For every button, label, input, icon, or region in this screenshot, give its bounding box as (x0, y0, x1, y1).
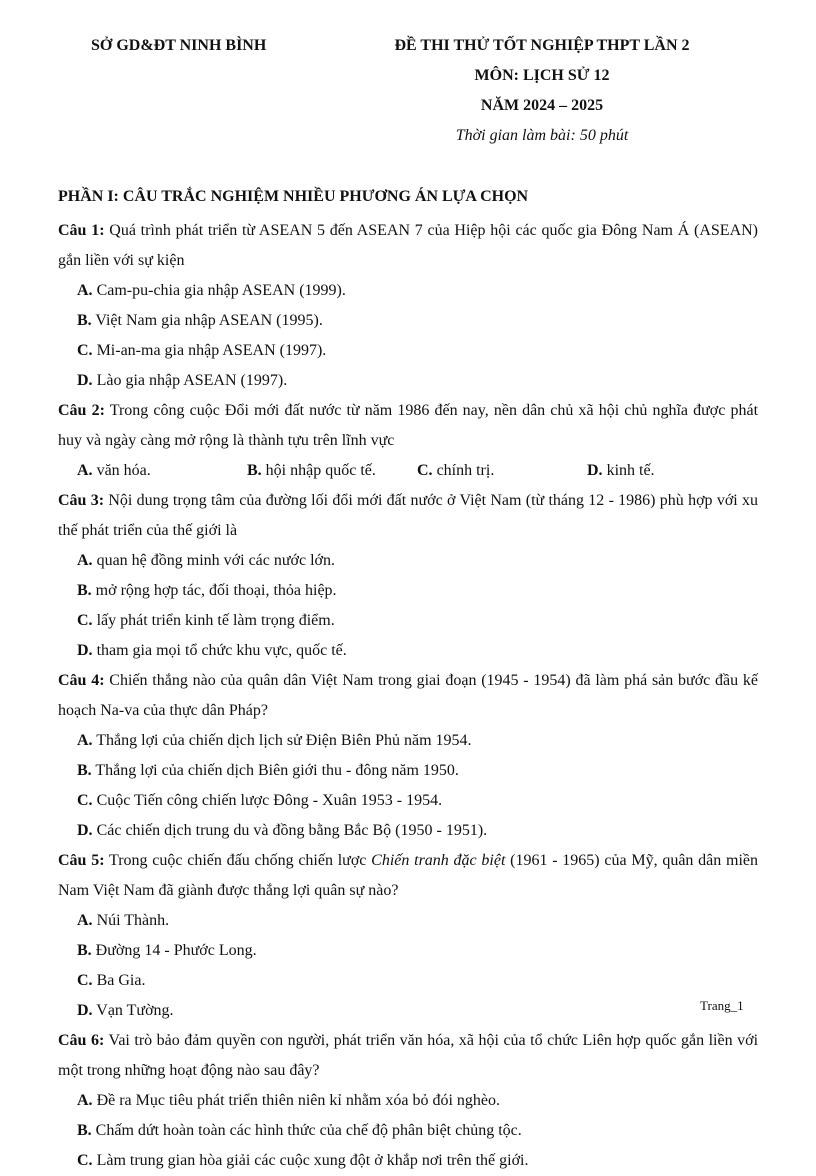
option-letter: A. (77, 282, 93, 299)
option-text: Núi Thành. (92, 912, 170, 929)
question-4-stem (58, 666, 758, 726)
page-number: Trang_1 (700, 998, 744, 1013)
option-text: văn hóa. (92, 462, 151, 479)
option-d (77, 996, 418, 1026)
question-label: Câu 6: (58, 1032, 105, 1049)
question-label: Câu 2: (58, 402, 105, 419)
option-text: quan hệ đồng minh với các nước lớn. (92, 552, 336, 569)
question-text: Quá trình phát triển từ ASEAN 5 đến ASEAN 7 của Hiệp hội các quốc gia Đông Nam Á (ASEAN) gắn liền với sự kiện (58, 222, 759, 269)
option-letter: C. (417, 462, 433, 479)
option-text: Cam-pu-chia gia nhập ASEAN (1999). (92, 282, 346, 299)
option-d (587, 456, 757, 486)
question-1 (58, 216, 758, 396)
option-text: tham gia mọi tổ chức khu vực, quốc tế. (92, 642, 347, 659)
answer-options (58, 546, 758, 666)
option-a (77, 546, 418, 576)
option-letter: A. (77, 552, 93, 569)
question-5-stem (58, 846, 758, 906)
question-6 (58, 1026, 758, 1176)
option-letter: C. (77, 972, 93, 989)
exam-title: ĐỀ THI THỬ TỐT NGHIỆP THPT LẦN 2 (394, 37, 690, 54)
option-text: Lào gia nhập ASEAN (1997). (92, 372, 288, 389)
option-text: kinh tế. (602, 462, 655, 479)
question-1-stem (58, 216, 758, 276)
option-letter: A. (77, 1092, 93, 1109)
option-letter: C. (77, 792, 93, 809)
question-text: Chiến thắng nào của quân dân Việt Nam trong giai đoạn (1945 - 1954) đã làm phá sản bước đầu kế hoạch Na-va của thực dân Pháp? (58, 672, 759, 719)
answer-options (58, 1086, 758, 1176)
option-c (417, 456, 587, 486)
question-5 (58, 846, 758, 1026)
option-a (77, 726, 758, 756)
option-letter: D. (77, 372, 93, 389)
option-text: Đường 14 - Phước Long. (91, 942, 257, 959)
question-text-italic: Chiến tranh đặc biệt (371, 852, 506, 869)
question-2-stem (58, 396, 758, 456)
answer-options (58, 456, 758, 486)
agency-name: SỞ GD&ĐT NINH BÌNH (91, 37, 267, 54)
option-letter: B. (77, 942, 92, 959)
option-b (247, 456, 417, 486)
question-label: Câu 1: (58, 222, 105, 239)
question-label: Câu 3: (58, 492, 105, 509)
option-letter: D. (77, 822, 93, 839)
answer-options (58, 906, 758, 1026)
section-title: PHẦN I: CÂU TRẮC NGHIỆM NHIỀU PHƯƠNG ÁN LỰA CHỌN (58, 188, 529, 205)
option-text: Thắng lợi của chiến dịch Biên giới thu - đông năm 1950. (91, 762, 459, 779)
subject-title: MÔN: LỊCH SỬ 12 (474, 67, 610, 84)
option-text: Thắng lợi của chiến dịch lịch sử Điện Biên Phủ năm 1954. (92, 732, 472, 749)
option-b (77, 576, 418, 606)
option-d (77, 636, 418, 666)
answer-options (58, 726, 758, 846)
option-letter: C. (77, 342, 93, 359)
option-letter: C. (77, 1152, 93, 1169)
option-c (77, 606, 418, 636)
option-text: mở rộng hợp tác, đối thoại, thỏa hiệp. (91, 582, 337, 599)
option-letter: C. (77, 612, 93, 629)
option-a (77, 456, 247, 486)
option-b (77, 1116, 758, 1146)
option-b (77, 756, 758, 786)
option-text: lấy phát triển kinh tế làm trọng điểm. (92, 612, 335, 629)
question-text: Trong cuộc chiến đấu chống chiến lược (104, 852, 372, 869)
option-d (77, 366, 418, 396)
option-text: Đề ra Mục tiêu phát triển thiên niên kỉ nhằm xóa bỏ đói nghèo. (92, 1092, 501, 1109)
question-3 (58, 486, 758, 666)
option-c (77, 336, 418, 366)
question-2 (58, 396, 758, 486)
option-b (77, 936, 418, 966)
question-label: Câu 5: (58, 852, 105, 869)
option-text: hội nhập quốc tế. (261, 462, 376, 479)
question-3-stem (58, 486, 758, 546)
question-label: Câu 4: (58, 672, 105, 689)
option-letter: B. (77, 582, 92, 599)
option-c (77, 1146, 758, 1176)
option-text: chính trị. (432, 462, 495, 479)
option-letter: B. (77, 762, 92, 779)
option-letter: B. (77, 312, 92, 329)
question-6-stem (58, 1026, 758, 1086)
answer-options (58, 276, 758, 396)
option-letter: B. (77, 1122, 92, 1139)
question-list (58, 216, 758, 1176)
question-text: Nội dung trọng tâm của đường lối đổi mới đất nước ở Việt Nam (từ tháng 12 - 1986) phù hợp với xu thế phát triển của thế giới là (58, 492, 759, 539)
question-text: Vai trò bảo đảm quyền con người, phát triển văn hóa, xã hội của tổ chức Liên hợp quốc gắn liền với một trong những hoạt động nào sau đây? (58, 1032, 759, 1079)
option-c (77, 786, 758, 816)
option-letter: D. (587, 462, 603, 479)
option-text: Làm trung gian hòa giải các cuộc xung đột ở khắp nơi trên thế giới. (92, 1152, 529, 1169)
option-d (77, 816, 758, 846)
option-b (77, 306, 418, 336)
option-text: Mi-an-ma gia nhập ASEAN (1997). (92, 342, 327, 359)
option-a (77, 906, 418, 936)
option-a (77, 276, 418, 306)
option-text: Các chiến dịch trung du và đồng bằng Bắc Bộ (1950 - 1951). (92, 822, 488, 839)
option-letter: A. (77, 732, 93, 749)
question-4 (58, 666, 758, 846)
option-text: Ba Gia. (92, 972, 146, 989)
question-text: (1961 - 1965) của Mỹ, quân dân miền Nam Việt Nam đã giành được thắng lợi quân sự nào? (58, 852, 759, 899)
option-letter: A. (77, 912, 93, 929)
option-text: Việt Nam gia nhập ASEAN (1995). (91, 312, 323, 329)
question-text: Trong công cuộc Đổi mới đất nước từ năm 1986 đến nay, nền dân chủ xã hội chủ nghĩa được phát huy và ngày càng mở rộng là thành tựu trên lĩnh vực (58, 402, 759, 449)
option-text: Chấm dứt hoàn toàn các hình thức của chế độ phân biệt chủng tộc. (91, 1122, 522, 1139)
option-letter: A. (77, 462, 93, 479)
option-letter: D. (77, 642, 93, 659)
option-a (77, 1086, 758, 1116)
option-letter: B. (247, 462, 262, 479)
option-text: Cuộc Tiến công chiến lược Đông - Xuân 1953 - 1954. (92, 792, 443, 809)
option-text: Vạn Tường. (92, 1002, 174, 1019)
option-c (77, 966, 418, 996)
time-limit: Thời gian làm bài: 50 phút (455, 127, 629, 144)
school-year: NĂM 2024 – 2025 (480, 97, 604, 114)
option-letter: D. (77, 1002, 93, 1019)
